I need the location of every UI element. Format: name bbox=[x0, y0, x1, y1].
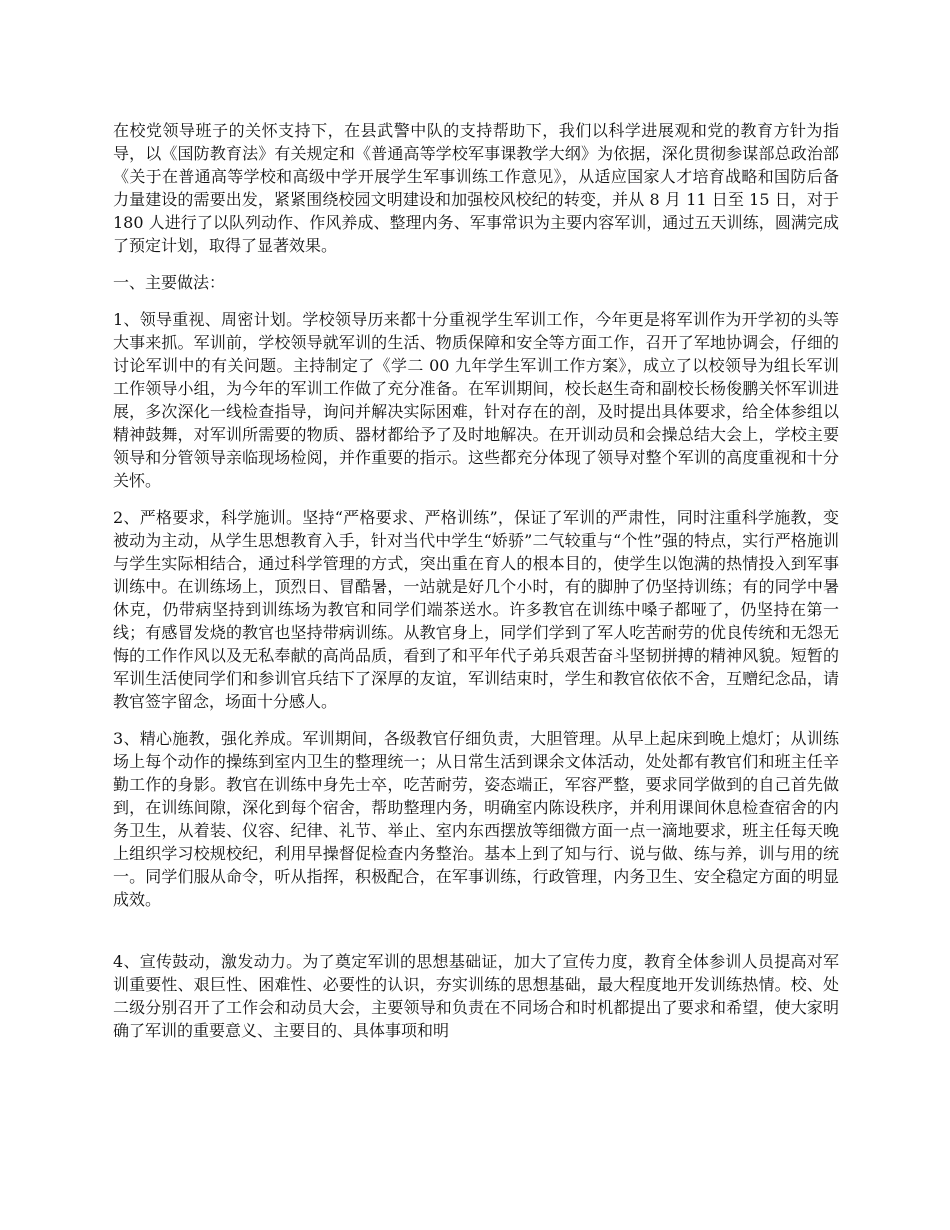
paragraph-item-2: 2、严格要求，科学施训。坚持“严格要求、严格训练”，保证了军训的严肃性，同时注重科学施教，变被动为主动，从学生思想教育入手，针对当代中学生“娇骄”二气较重与“个性”强的特点，实行严格施训与学生实际相结合，通过科学管理的方式，突出重在育人的根本目的，使学生以饱满的热情投入到军事训练中。在训练场上，顶烈日、冒酷暑，一站就是好几个小时，有的脚肿了仍坚持训练；有的同学中暑休克，仍带病坚持到训练场为教官和同学们端茶送水。许多教官在训练中嗓子都哑了，仍坚持在第一线；有感冒发烧的教官也坚持带病训练。从教官身上，同学们学到了军人吃苦耐劳的优良传统和无怨无悔的工作作风以及无私奉献的高尚品质，看到了和平年代子弟兵艰苦奋斗坚韧拼搏的精神风貌。短暂的军训生活使同学们和参训官兵结下了深厚的友谊，军训结束时，学生和教官依依不舍，互赠纪念品，请教官签字留念，场面十分感人。 bbox=[113, 508, 839, 711]
intro-paragraph: 在校党领导班子的关怀支持下，在县武警中队的支持帮助下，我们以科学进展观和党的教育方针为指导，以《国防教育法》有关规定和《普通高等学校军事课教学大纲》为依据，深化贯彻参谋部总政治部《关于在普通高等学校和高级中学开展学生军事训练工作意见》，从适应国家人才培育战略和国防后备力量建设的需要出发，紧紧围绕校园文明建设和加强校风校纪的转变，并从 8 月 11 日至 15 日，对于 180 人进行了以队列动作、作风养成、整理内务、军事常识为主要内容军训，通过五天训练，圆满完成了预定计划，取得了显著效果。 bbox=[113, 121, 839, 255]
paragraph-item-1: 1、领导重视、周密计划。学校领导历来都十分重视学生军训工作，今年更是将军训作为开学初的头等大事来抓。军训前，学校领导就军训的生活、物质保障和安全等方面工作，召开了军地协调会，仔细的讨论军训中的有关问题。主持制定了《学二 00 九年学生军训工作方案》，成立了以校领导为组长军训工作领导小组，为今年的军训工作做了充分准备。在军训期间，校长赵生奇和副校长杨俊鹏关怀军训进展，多次深化一线检查指导，询问并解决实际困难，针对存在的剖，及时提出具体要求，给全体参组以精神鼓舞，对军训所需要的物质、器材都给予了及时地解决。在开训动员和会操总结大会上，学校主要领导和分管领导亲临现场检阅，并作重要的指示。这些都充分体现了领导对整个军训的高度重视和十分关怀。 bbox=[113, 310, 839, 490]
paragraph-item-4: 4、宣传鼓动，激发动力。为了奠定军训的思想基础证，加大了宣传力度，教育全体参训人员提高对军训重要性、艰巨性、困难性、必要性的认识，夯实训练的思想基础，最大程度地开发训练热情。校、处二级分别召开了工作会和动员大会，主要领导和负责在不同场合和时机都提出了要求和希望，使大家明确了军训的重要意义、主要目的、具体事项和明 bbox=[113, 952, 839, 1040]
paragraph-item-3: 3、精心施教，强化养成。军训期间，各级教官仔细负责，大胆管理。从早上起床到晚上熄灯；从训练场上每个动作的操练到室内卫生的整理统一；从日常生活到课余文体活动，处处都有教官们和班主任辛勤工作的身影。教官在训练中身先士卒，吃苦耐劳，姿态端正，军容严整，要求同学做到的自己首先做到，在训练间隙，深化到每个宿舍，帮助整理内务，明确室内陈设秩序，并利用课间休息检查宿舍的内务卫生，从着装、仪容、纪律、礼节、举止、室内东西摆放等细微方面一点一滴地要求，班主任每天晚上组织学习校规校纪，利用早操督促检查内务整治。基本上到了知与行、说与做、练与养，训与用的统一。同学们服从命令，听从指挥，积极配合，在军事训练，行政管理，内务卫生、安全稳定方面的明显成效。 bbox=[113, 729, 839, 909]
document-body bbox=[113, 119, 839, 1056]
section-heading: 一、主要做法： bbox=[113, 273, 226, 292]
